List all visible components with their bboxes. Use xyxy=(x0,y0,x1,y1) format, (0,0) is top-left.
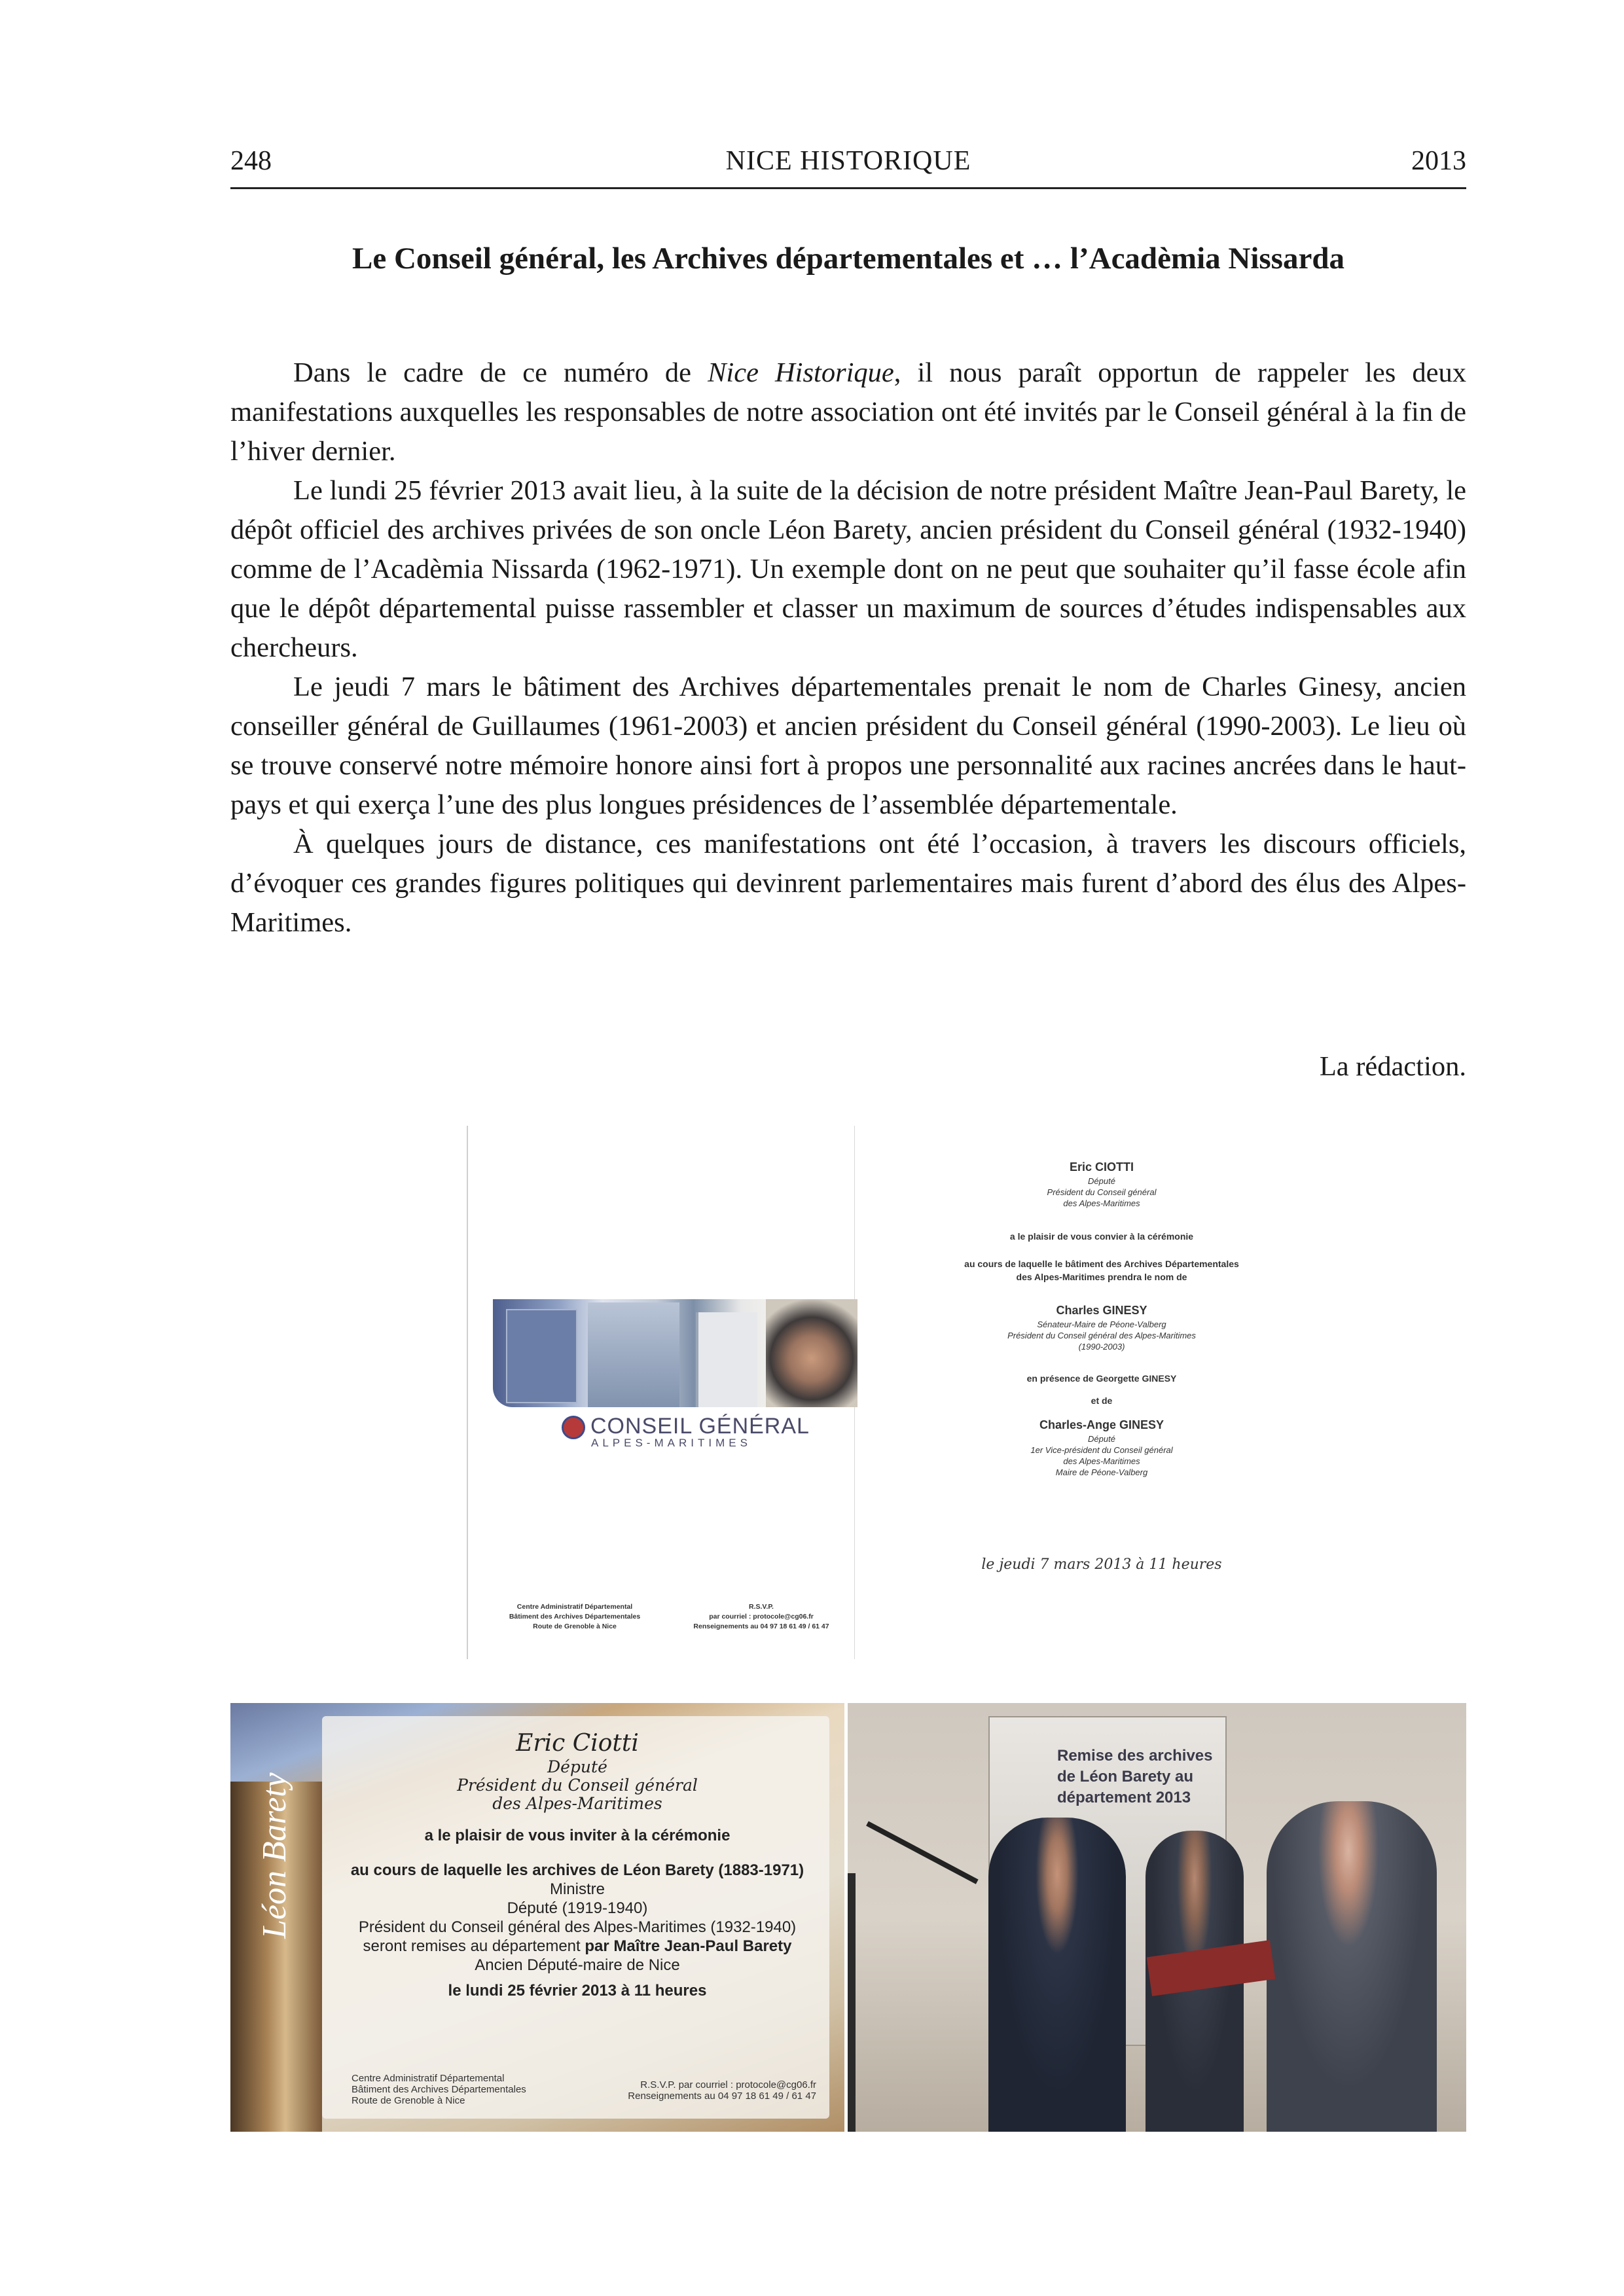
journal-title: NICE HISTORIQUE xyxy=(725,146,971,176)
logo-main-text: CONSEIL GÉNÉRAL xyxy=(590,1414,810,1439)
paragraph-1-text-b: , il nous paraît opportun de rappeler les deux manifestations auxquelles les responsables de notre association ont été invités par le Conseil général à la fin de l’hiver dernier. xyxy=(230,357,1466,467)
microphone xyxy=(866,1821,979,1884)
card-footer-rsvp: R.S.V.P. par courriel : protocole@cg06.fr Renseignements au 04 97 18 61 49 / 61 47 xyxy=(693,1603,829,1630)
card-edge xyxy=(467,1126,468,1659)
microphone-stand xyxy=(848,1873,856,2132)
building-photo-3 xyxy=(696,1312,757,1407)
barety-footer-rsvp: R.S.V.P. par courriel : protocole@cg06.fr Renseignements au 04 97 18 61 49 / 61 47 xyxy=(628,2079,816,2102)
paragraph-4: À quelques jours de distance, ces manifestations ont été l’occasion, à travers les discours officiels, d’évoquer ces grandes figures politiques qui devinrent parlementaires mais furent d’abord des élus des Alpes-Maritimes. xyxy=(230,829,1466,938)
banner-text: Remise des archives de Léon Barety au département 2013 xyxy=(1057,1747,1213,1806)
host-name-script: Eric Ciotti xyxy=(516,1730,639,1757)
invitation-text: Eric CIOTTI Député Président du Conseil général des Alpes-Maritimes a le plaisir de vous convier à la cérémonie au cours de laquelle le bâtiment des Archives Départementales des Alpes-Maritimes prendra le nom de Charles GINESY Sénateur-Maire de Péone-Valberg Président du Conseil général des Alpes-Maritimes (1990-2003) en présence de Georgette GINESY et de Charles-Ange GINESY Député 1er Vice-président du Conseil général des Alpes-Maritimes Maire de Péone-Valberg xyxy=(879,1158,1324,1478)
card-footer-address: Centre Administratif Départemental Bâtiment des Archives Départementales Route de Grenoble à Nice xyxy=(509,1603,641,1630)
logo-emblem-icon xyxy=(562,1416,585,1439)
paragraph-1 xyxy=(230,353,1466,471)
building-banner-image xyxy=(493,1299,857,1407)
barety-footer-address: Centre Administratif Départemental Bâtiment des Archives Départementales Route de Grenoble à Nice xyxy=(352,2073,526,2106)
conseil-general-logo xyxy=(562,1414,810,1450)
logo-sub-text: ALPES-MARITIMES xyxy=(591,1437,751,1450)
person-ciotti xyxy=(988,1818,1126,2132)
ceremony-photo xyxy=(848,1703,1466,2132)
building-photo-2 xyxy=(588,1302,679,1407)
building-photo-1 xyxy=(506,1309,577,1403)
article-body xyxy=(230,353,1466,942)
paragraph-2: Le lundi 25 février 2013 avait lieu, à la suite de la décision de notre président Maître Jean-Paul Barety, le dépôt officiel des archives privées de son oncle Léon Barety, ancien président du Conseil général (1932-1940) comme de l’Acadèmia Nissarda (1962-1971). Un exemple dont on ne peut que souhaiter qu’il fasse école afin que le dépôt départemental puisse rassembler et classer un maximum de sources d’études indispensables aux chercheurs. xyxy=(230,475,1466,663)
portrait-photo xyxy=(766,1299,857,1407)
paragraph-3: Le jeudi 7 mars le bâtiment des Archives départementales prenait le nom de Charles Ginesy, ancien conseiller général de Guillaumes (1961-2003) et ancien président du Conseil général (1990-2003). Le lieu où se trouve conservé notre mémoire honore ainsi fort à propos une personnalité aux racines ancrées dans le haut-pays et qui exerça l’une des plus longues présidences de l’assemblée départementale. xyxy=(230,672,1466,820)
person-barety xyxy=(1267,1801,1437,2132)
article-title: Le Conseil général, les Archives départementales et … l’Acadèmia Nissarda xyxy=(352,242,1344,276)
barety-date: le lundi 25 février 2013 à 11 heures xyxy=(448,1982,707,2000)
paragraph-1-text-a: Dans le cadre de ce numéro de xyxy=(293,357,708,388)
host-name: Eric CIOTTI xyxy=(1069,1160,1134,1174)
invitation-ginesy xyxy=(467,1126,1337,1659)
vertical-name: Léon Barety xyxy=(256,1772,293,1939)
honoree-name: Charles GINESY xyxy=(1056,1304,1147,1317)
page-number: 248 xyxy=(230,146,272,176)
barety-invitation-text: Eric Ciotti Député Président du Conseil général des Alpes-Maritimes a le plaisir de vous inviter à la cérémonie au cours de laquelle les archives de Léon Barety (1883-1971) Ministre Député (1919-1940) Président du Conseil général des Alpes-Maritimes (1932-1940) seront remises au département par Maître Jean-Paul Barety Ancien Député-maire de Nice le lundi 25 février 2013 à 11 heures xyxy=(335,1729,820,2000)
header-rule xyxy=(230,187,1466,189)
guest-name: Charles-Ange GINESY xyxy=(1039,1418,1164,1431)
invitation-barety-photo xyxy=(230,1703,844,2132)
invitation-date: le jeudi 7 mars 2013 à 11 heures xyxy=(981,1556,1222,1573)
journal-name-italic: Nice Historique xyxy=(708,357,894,388)
journal-year: 2013 xyxy=(1411,146,1466,176)
signature: La rédaction. xyxy=(1319,1051,1466,1082)
